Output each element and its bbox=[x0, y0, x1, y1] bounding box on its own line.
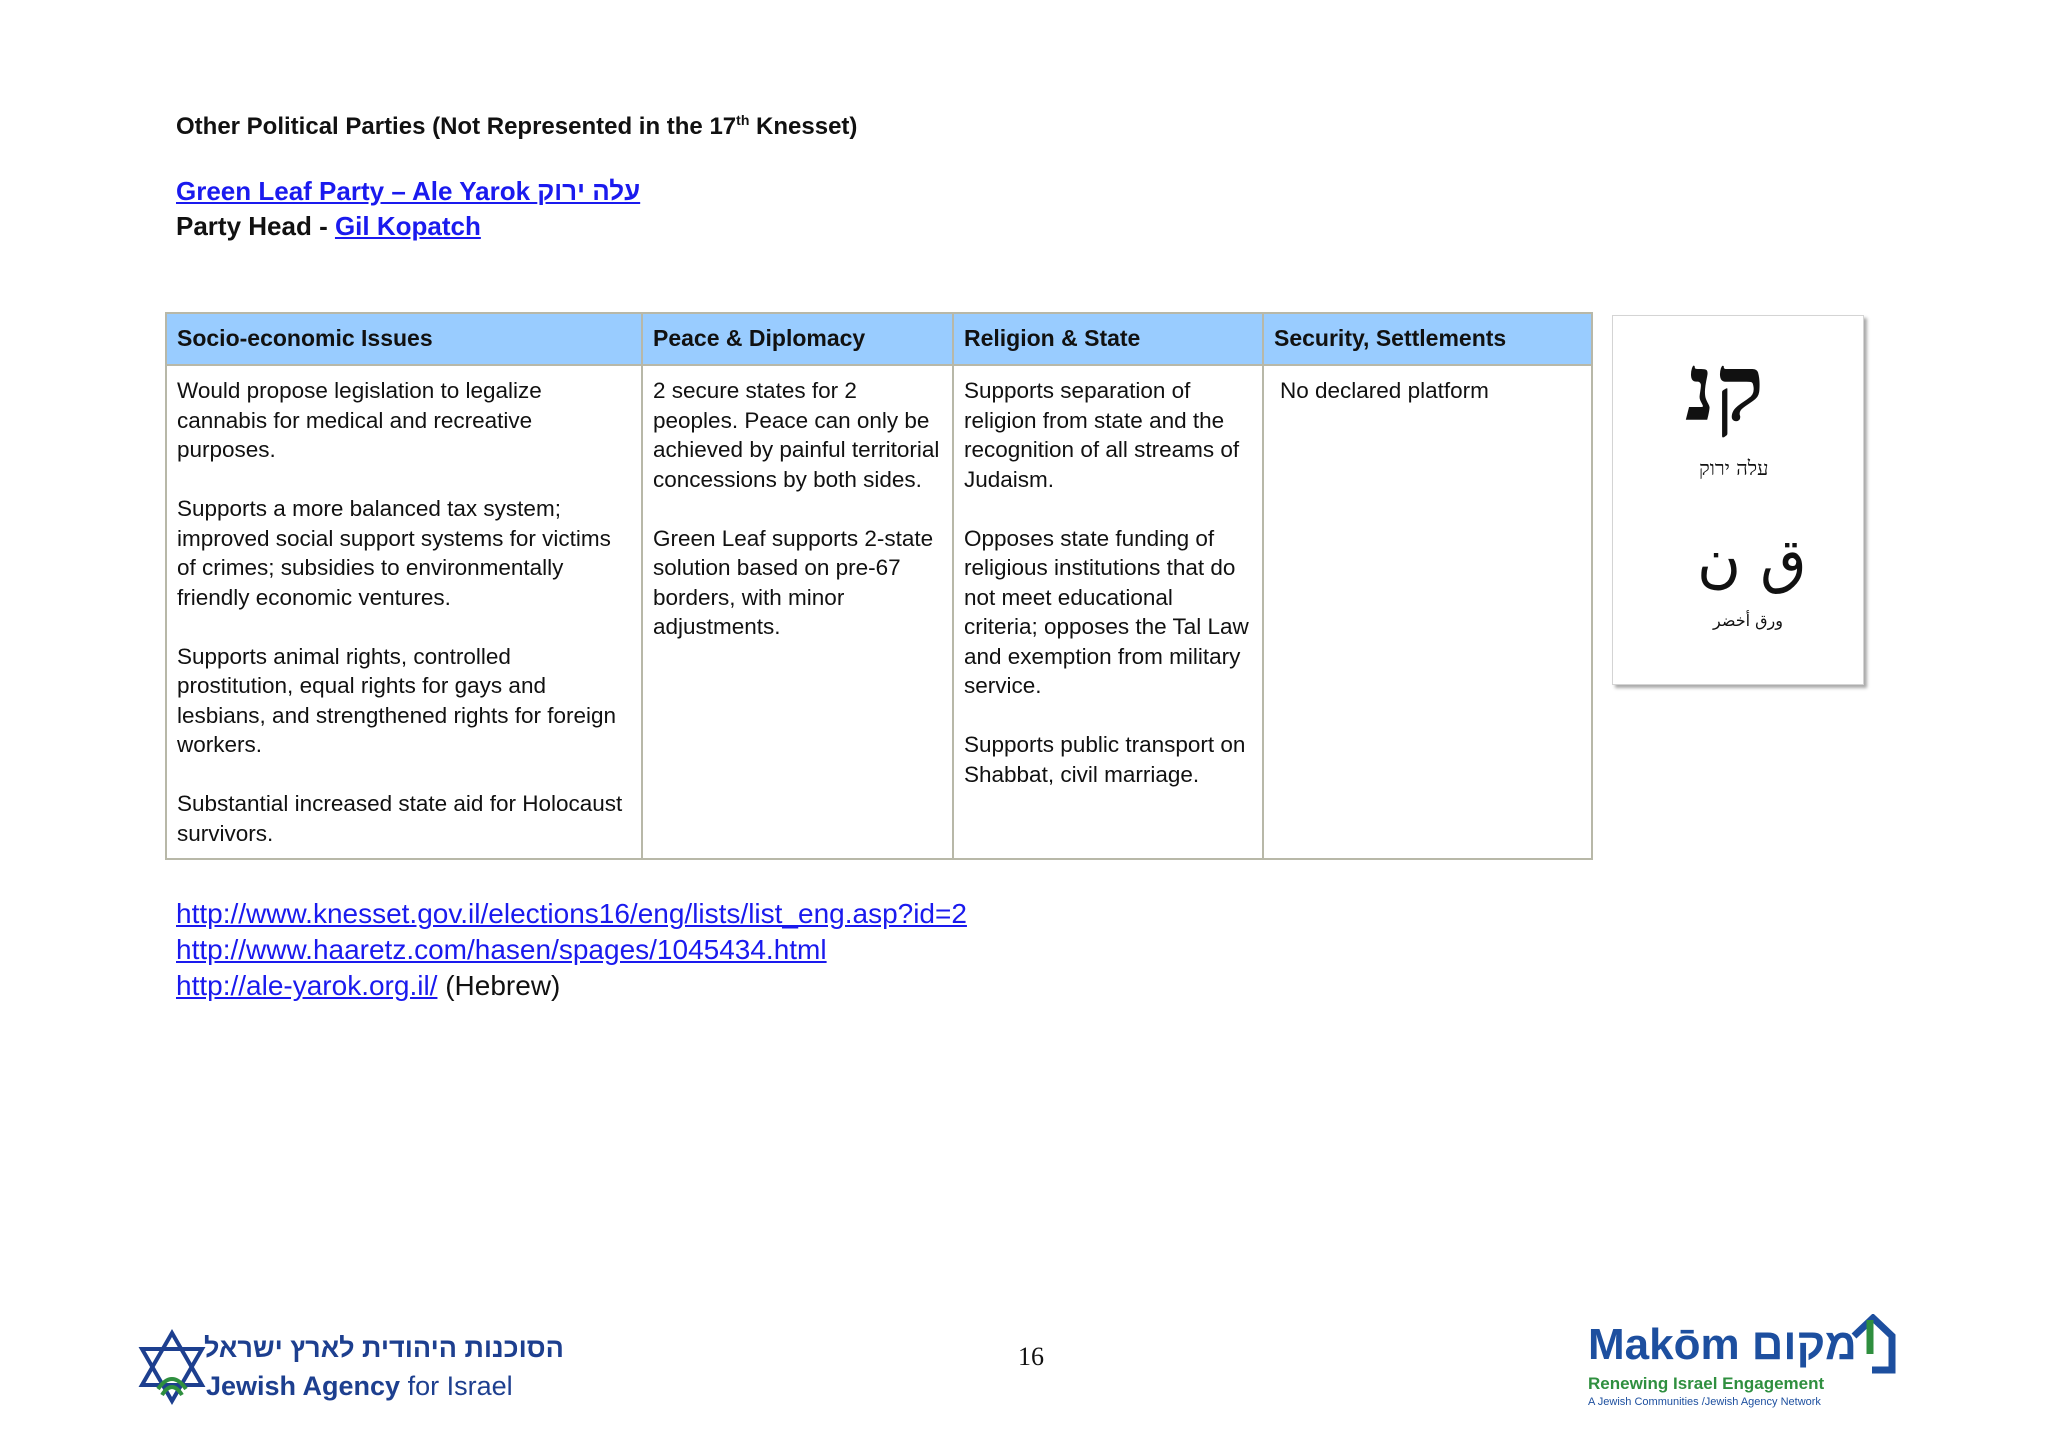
paragraph: Opposes state funding of religious institutions that do not meet educational criteria; opposes the Tal Law and exemption from military service. bbox=[964, 525, 1249, 698]
header-peace-diplomacy: Peace & Diplomacy bbox=[642, 313, 953, 365]
reference-line bbox=[176, 896, 967, 932]
makom-tagline: Renewing Israel Engagement bbox=[1588, 1374, 1825, 1393]
star-of-david-icon bbox=[136, 1329, 208, 1407]
party-logo-hebrew-name: עלה ירוק bbox=[1699, 456, 1769, 480]
reference-links bbox=[176, 896, 967, 1004]
party-logo-hebrew-letters: קנ bbox=[1685, 334, 1765, 442]
party-head: Party Head - Gil Kopatch bbox=[176, 211, 481, 241]
makom-house-icon bbox=[1850, 1314, 1896, 1374]
paragraph: Would propose legislation to legalize cannabis for medical and recreative purposes. bbox=[177, 378, 542, 462]
party-logo-arabic-letters: ق ن bbox=[1697, 526, 1807, 596]
header-religion-state: Religion & State bbox=[953, 313, 1263, 365]
paragraph: Supports a more balanced tax system; improved social support systems for victims of crimes; subsidies to environmentally friendly economic ventures. bbox=[177, 496, 611, 610]
party-logo bbox=[1612, 315, 1864, 685]
cell-socio-economic bbox=[166, 365, 642, 859]
platform-table bbox=[165, 312, 1593, 860]
party-name-link[interactable]: Green Leaf Party – Ale Yarok עלה ירוק bbox=[176, 176, 641, 206]
reference-link-haaretz[interactable]: http://www.haaretz.com/hasen/spages/1045434.html bbox=[176, 934, 827, 965]
makom-title: Makōm מקום bbox=[1588, 1320, 1857, 1369]
reference-suffix: (Hebrew) bbox=[437, 970, 561, 1001]
cell-security-settlements bbox=[1263, 365, 1592, 859]
reference-link-ale-yarok[interactable]: http://ale-yarok.org.il/ bbox=[176, 970, 438, 1001]
table-row bbox=[166, 365, 1592, 859]
reference-link-knesset[interactable]: http://www.knesset.gov.il/elections16/eng/lists/list_eng.asp?id=2 bbox=[176, 898, 967, 929]
makom-logo bbox=[1588, 1320, 1908, 1420]
party-logo-arabic-name: ورق أخضر bbox=[1713, 611, 1783, 630]
paragraph: Substantial increased state aid for Holocaust survivors. bbox=[177, 791, 623, 846]
paragraph: No declared platform bbox=[1280, 378, 1489, 403]
section-heading: Other Political Parties (Not Represented in the 17th Knesset) bbox=[176, 112, 858, 140]
reference-line bbox=[176, 932, 967, 968]
paragraph: Green Leaf supports 2-state solution based on pre-67 borders, with minor adjustments. bbox=[653, 525, 934, 639]
cell-peace-diplomacy bbox=[642, 365, 953, 859]
paragraph: 2 secure states for 2 peoples. Peace can only be achieved by painful territorial concessions by both sides. bbox=[653, 378, 940, 492]
paragraph: Supports public transport on Shabbat, civil marriage. bbox=[964, 732, 1246, 787]
cell-religion-state bbox=[953, 365, 1263, 859]
header-security-settlements: Security, Settlements bbox=[1263, 313, 1592, 365]
paragraph: Supports animal rights, controlled prostitution, equal rights for gays and lesbians, and strengthened rights for foreign workers. bbox=[177, 643, 617, 757]
jewish-agency-hebrew-name: הסוכנות היהודית לארץ ישראל bbox=[204, 1333, 564, 1363]
jewish-agency-english-name: Jewish Agency for Israel bbox=[206, 1371, 513, 1401]
jewish-agency-logo bbox=[136, 1325, 564, 1415]
party-head-link[interactable]: Gil Kopatch bbox=[334, 211, 481, 241]
paragraph: Supports separation of religion from state and the recognition of all streams of Judaism. bbox=[964, 378, 1240, 492]
table-header-row bbox=[166, 313, 1592, 365]
header-socio-economic: Socio-economic Issues bbox=[166, 313, 642, 365]
reference-line bbox=[176, 968, 967, 1004]
makom-network-line: A Jewish Communities /Jewish Agency Network bbox=[1588, 1396, 1821, 1408]
page-number: 16 bbox=[1018, 1342, 1044, 1371]
